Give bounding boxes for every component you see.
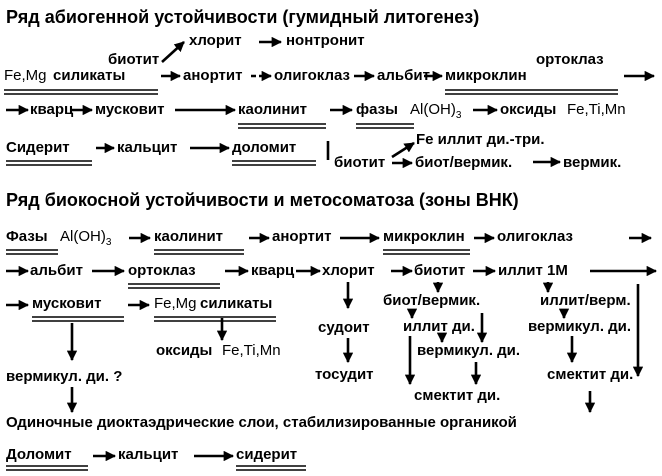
underline-dolomit-2 bbox=[6, 466, 88, 470]
node-vermikul-di-mid-s2: вермикул. ди. bbox=[417, 342, 521, 359]
node-illit-1m-s2: иллит 1М bbox=[498, 262, 568, 279]
underline-fazy-2 bbox=[6, 250, 58, 254]
node-siderit-s2: сидерит bbox=[236, 446, 298, 463]
node-aloh-s1: $Al(OH)_3$ bbox=[410, 101, 462, 121]
final-line-text: Одиночные диоктаэдрические слои, стабилизированные органикой bbox=[6, 414, 517, 431]
node-kvarc-s2: кварц bbox=[251, 262, 295, 279]
node-biot-vermik-s1: биот/вермик. bbox=[415, 154, 513, 171]
node-muskovit-s1: мусковит bbox=[95, 101, 165, 118]
section1-title: Ряд абиогенной устойчивости (гумидный литогенез) bbox=[6, 7, 480, 27]
node-mikroklin-s1: микроклин bbox=[445, 67, 527, 84]
node-fazy-s1: фазы bbox=[356, 101, 398, 118]
node-biotit-s2: биотит bbox=[414, 262, 466, 279]
node-anortit-s1: анортит bbox=[183, 67, 243, 84]
node-siderit-s1: Сидерит bbox=[6, 139, 70, 156]
underline-silikaty bbox=[4, 90, 158, 94]
underline-mikroklin bbox=[445, 90, 618, 94]
underline-femg-2 bbox=[154, 317, 276, 321]
node-albit-s2: альбит bbox=[30, 262, 83, 279]
node-oksidy-elements-s1: Fe,Ti,Mn bbox=[567, 101, 626, 118]
underline-kaolinit-2 bbox=[154, 250, 244, 254]
node-smektit-di-left-s2: смектит ди. bbox=[414, 387, 501, 404]
aloh-subscript-s1: 3 bbox=[455, 110, 462, 121]
arrow-biotit-chlorit bbox=[162, 42, 184, 62]
node-nontronit-s1: нонтронит bbox=[286, 32, 365, 49]
arrow-biotit-fe-illit bbox=[392, 143, 414, 157]
node-albit-s1: альбит bbox=[377, 67, 430, 84]
node-kaolinit-s2: каолинит bbox=[154, 228, 224, 245]
node-tosudit-s2: тосудит bbox=[315, 366, 374, 383]
node-biot-verm-s2: биот/вермик. bbox=[383, 292, 481, 309]
node-kvarc-s1: кварц bbox=[30, 101, 74, 118]
node-fe-illit-s1: Fe иллит ди.-три. bbox=[416, 131, 545, 148]
node-sudoit-s2: судоит bbox=[318, 319, 370, 336]
node-oligoklaz-s2: олигоклаз bbox=[497, 228, 573, 245]
node-mikroklin-s2: микроклин bbox=[383, 228, 465, 245]
node-smektit-di-right-s2: смектит ди. bbox=[547, 366, 634, 383]
underline-muskovit-2 bbox=[32, 317, 124, 321]
node-biotit2-s1: биотит bbox=[334, 154, 386, 171]
node-femg-s2: Fe,Mg bbox=[154, 295, 197, 312]
node-illit-di-s2: иллит ди. bbox=[403, 318, 475, 335]
underline-ortoklaz-2 bbox=[128, 284, 220, 288]
node-silikaty-s1: силикаты bbox=[53, 67, 126, 84]
node-kaolinit-s1: каолинит bbox=[238, 101, 308, 118]
node-vermik-s1: вермик. bbox=[563, 154, 622, 171]
node-fazy-s2: Фазы bbox=[6, 228, 48, 245]
underline-siderit-2 bbox=[236, 466, 306, 470]
underline-mikroklin-2 bbox=[383, 250, 470, 254]
node-dolomit-s1: доломит bbox=[232, 139, 297, 156]
node-vermikul-di-right-s2: вермикул. ди. bbox=[528, 318, 632, 335]
node-oksidy-s1: оксиды bbox=[500, 101, 557, 118]
underline-kaolinit bbox=[238, 124, 326, 128]
node-vermikul-di-question-s2: вермикул. ди. ? bbox=[6, 368, 123, 385]
node-anortit-s2: анортит bbox=[272, 228, 332, 245]
node-kalcit-s1: кальцит bbox=[117, 139, 178, 156]
node-chlorit-s1: хлорит bbox=[189, 32, 242, 49]
underline-dolomit bbox=[232, 161, 316, 165]
node-illit-verm-s2: иллит/верм. bbox=[540, 292, 631, 309]
node-aloh-s2: $Al(OH)_3$ bbox=[60, 228, 112, 248]
node-chlorit-s2: хлорит bbox=[322, 262, 375, 279]
node-silikaty-s2: силикаты bbox=[200, 295, 273, 312]
node-oksidy-elements-s2: Fe,Ti,Mn bbox=[222, 342, 281, 359]
node-ortoklaz-s1: ортоклаз bbox=[536, 51, 604, 68]
node-dolomit-s2: Доломит bbox=[6, 446, 72, 463]
aloh-subscript-s2: 3 bbox=[105, 237, 112, 248]
node-oligoklaz-s1: олигоклаз bbox=[274, 67, 350, 84]
underline-fazy bbox=[356, 124, 414, 128]
node-oksidy-s2: оксиды bbox=[156, 342, 213, 359]
underline-siderit bbox=[6, 161, 92, 165]
node-muskovit-s2: мусковит bbox=[32, 295, 102, 312]
section2-title: Ряд биокосной устойчивости и метосоматоза (зоны ВНК) bbox=[6, 190, 519, 210]
node-ortoklaz-s2: ортоклаз bbox=[128, 262, 196, 279]
node-femg-s1: Fe,Mg bbox=[4, 67, 47, 84]
node-kalcit-s2: кальцит bbox=[118, 446, 179, 463]
node-biotit-s1: биотит bbox=[108, 51, 160, 68]
